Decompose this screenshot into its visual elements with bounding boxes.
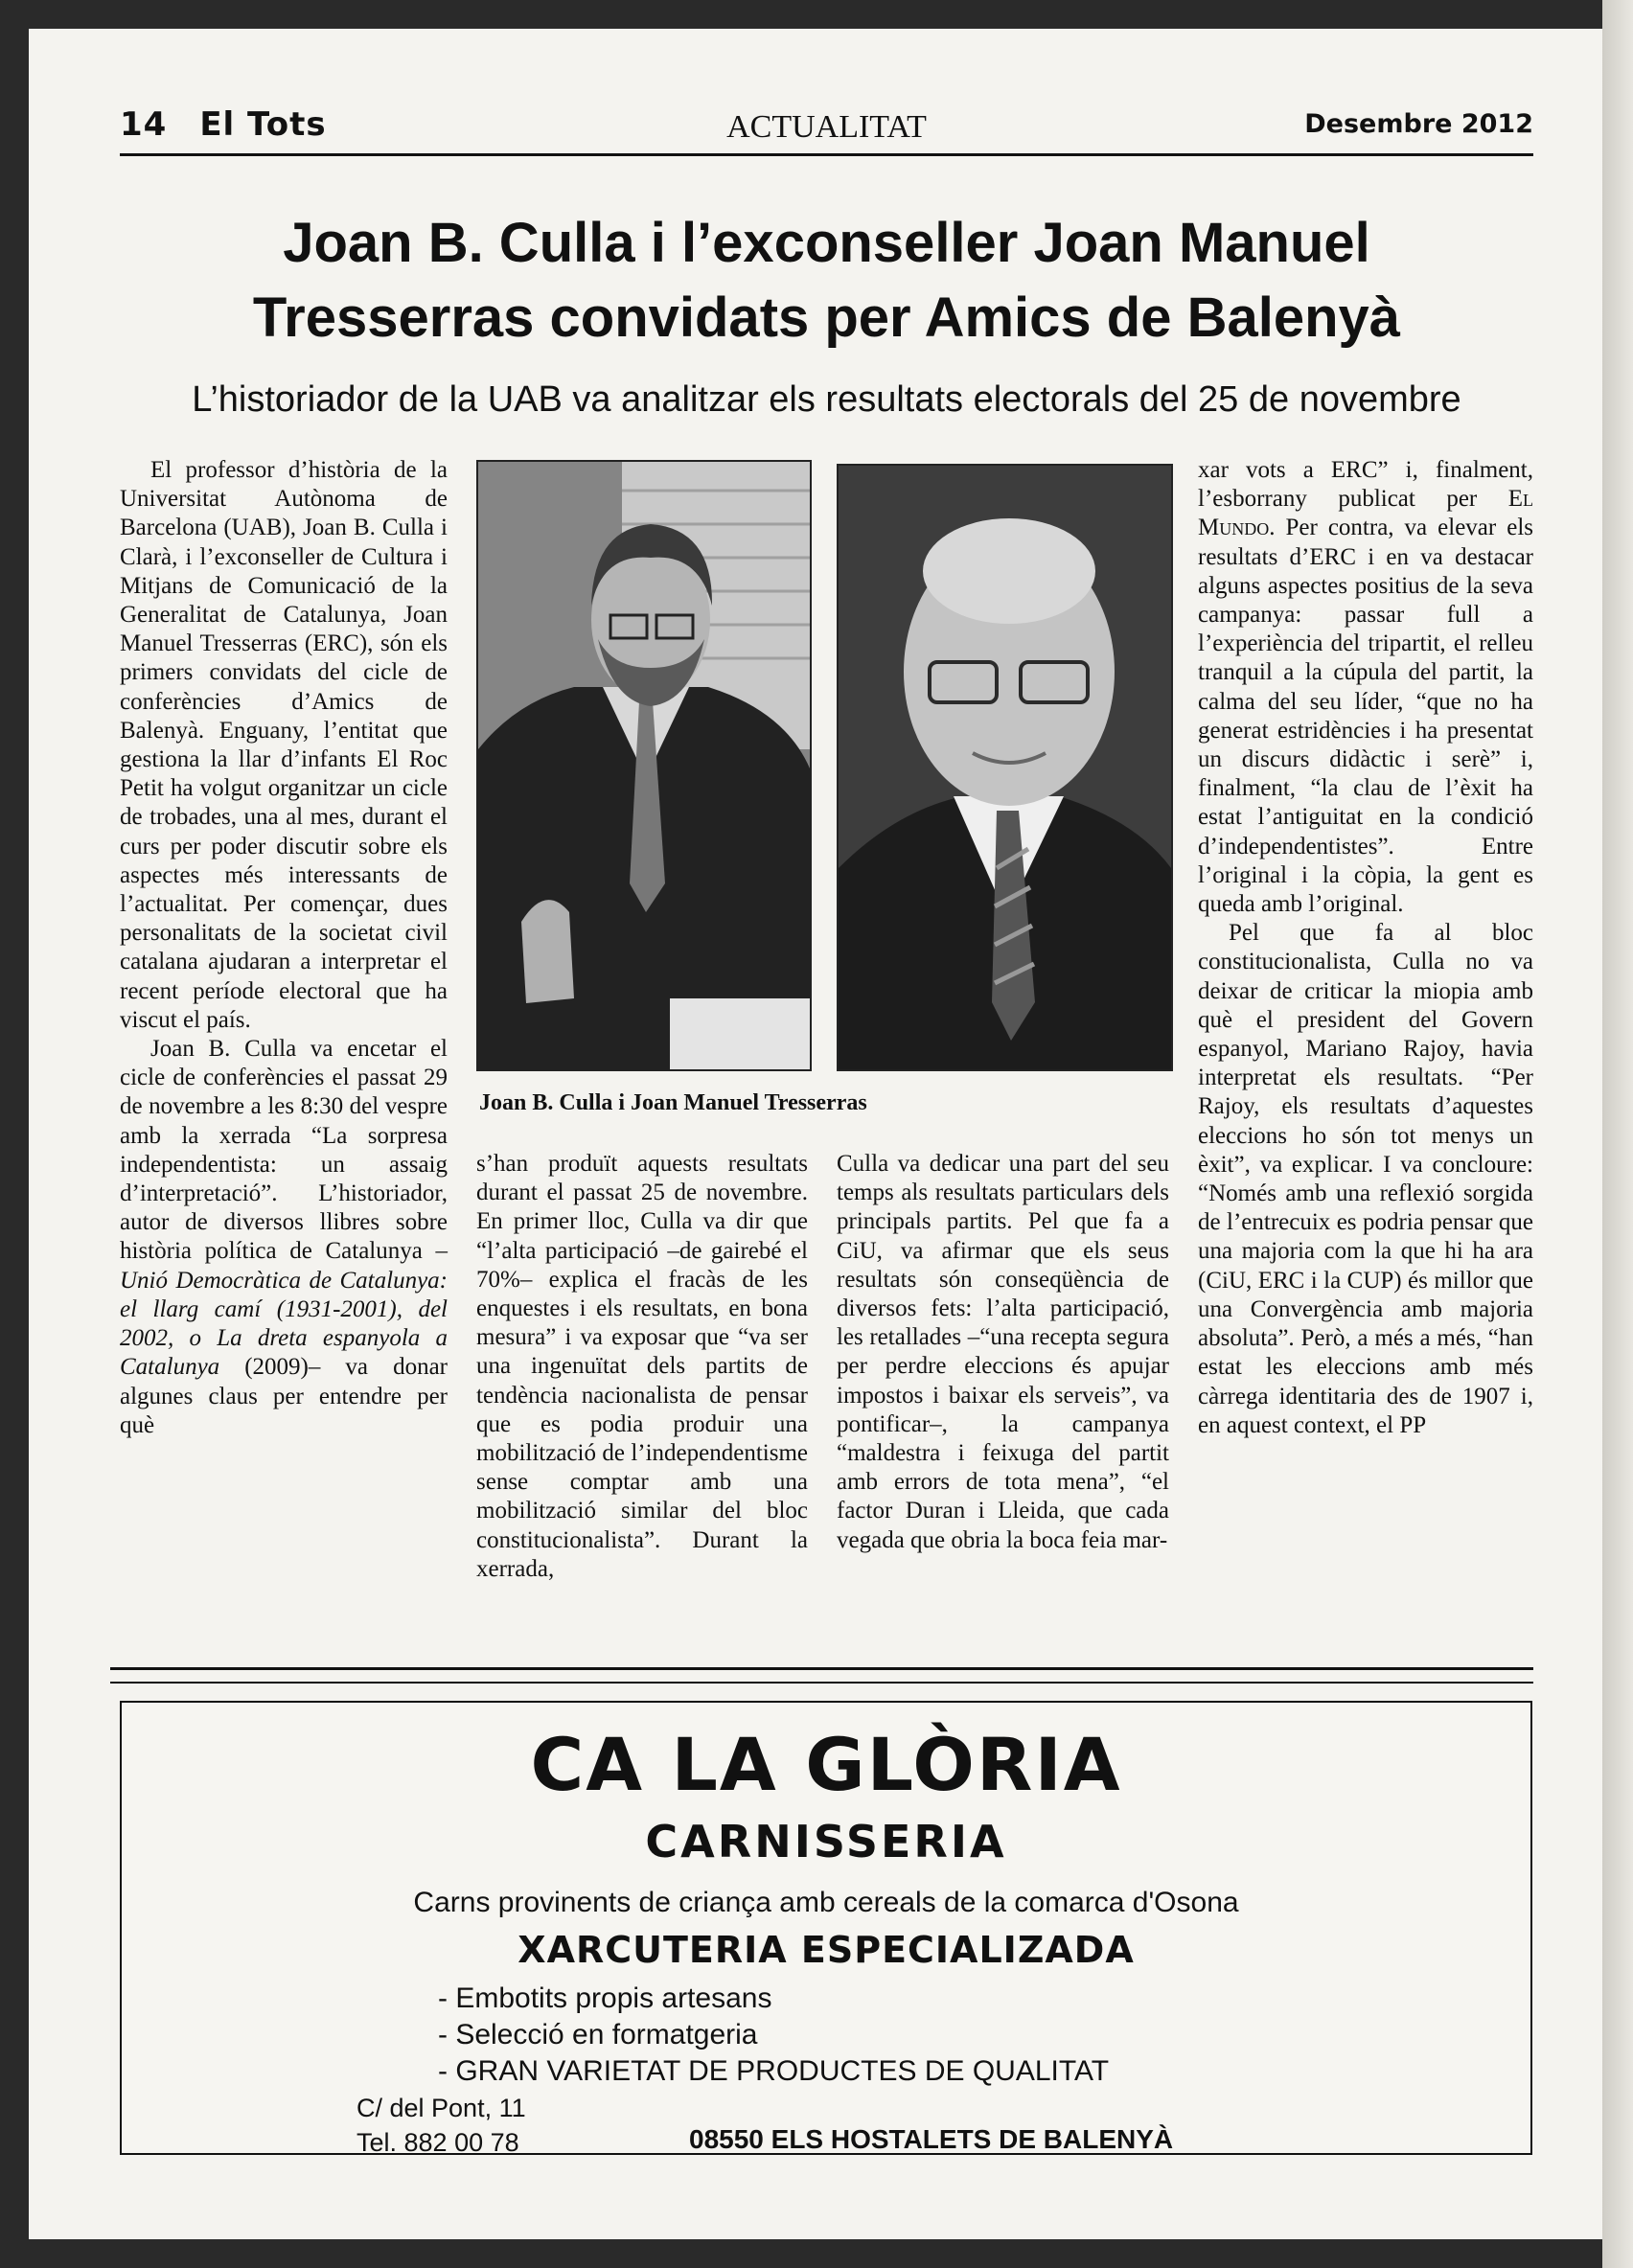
ad-business-name: CA LA GLÒRIA [530,1722,1122,1807]
ad-town: 08550 ELS HOSTALETS DE BALENYÀ [689,2124,1174,2154]
issue-date: Desembre 2012 [1304,109,1533,139]
ad-product-list [438,1981,1109,2090]
ad-contact [356,2091,526,2160]
article-headline: Joan B. Culla i l’exconseller Joan Manuel Tresserras convidats per Amics de Balenyà [252,212,1401,349]
paragraph: Pel que fa al bloc constitucionalista, Culla no va deixar de criticar la miopia amb què el president del Govern espanyol, Mariano Rajoy, havia interpretat els resultats. “Per Rajoy, els resultats d’aquestes eleccions ho són tot menys un èxit”, va explicar. I va concloure: “Només amb una reflexió sorgida de l’entrecuix es podria pensar que una majoria com la que hi ha ara (CiU, ERC i la CUP) és millor que una Convergència amb majoria absoluta”. Però, a més a més, “han estat les eleccions amb més càrrega identitaria des de 1907 i, en aquest context, el PP [1198,920,1533,1438]
photo-joan-manuel-tresserras [837,464,1173,1071]
paragraph: El professor d’història de la Universitat Autònoma de Barcelona (UAB), Joan B. Culla i Clarà, i l’exconseller de Cultura i Mitjans de Comunicació de la Generalitat de Catalunya, Joan Manuel Tresserras (ERC), són els primers convidats del cicle de conferències d’Amics de Balenyà. Enguany, l’entitat que gestiona la llar d’infants El Roc Petit ha volgut organitzar un cicle de trobades, una al mes, durant el curs per poder discutir sobre els aspectes més interessants de l’actualitat. Per començar, dues personalitats de la societat civil catalana ajudaran a interpretar el recent període electoral que ha viscut el país. [120,457,448,1033]
ad-business-type: CARNISSERIA [645,1816,1007,1867]
article-column-3 [837,1150,1169,1555]
paragraph: xar vots a ERC” i, finalment, l’esborrany publicat per El Mundo. Per contra, va elevar els resultats d’ERC i en va destacar alguns aspectes positius de la seva campanya: passar full a l’experiència del tripartit, el relleu tranquil a la cúpula del partit, la calma del seu líder, “que no ha generat estridències i ha presentat un discurs didàctic i serè” i, finalment, “la clau de l’èxit ha estat l’antiguitat en la condició d’independentistes”. Entre l’original i la còpia, la gent es queda amb l’original. [1198,457,1533,918]
list-item: - Selecció en formatgeria [438,2019,758,2050]
paragraph: Culla va dedicar una part del seu temps als resultats particulars dels principals partits. Pel que fa a CiU, va afirmar que els seus resultats són conseqüència de diversos fets: l’alta participació, les retallades –“una recepta segura per perdre eleccions és apujar impostos i baixar els serveis”, va pontificar–, la campanya “maldestra i feixuga del partit amb errors de tota mena”, “el factor Duran i Lleida, que cada vegada que obria la boca feia mar- [837,1151,1169,1553]
photo-caption: Joan B. Culla i Joan Manuel Tresserras [479,1090,867,1115]
page-header [120,105,1533,156]
section-name: ACTUALITAT [726,109,927,145]
page-number: 14 [120,105,168,144]
next-page-edge [1602,0,1633,2268]
ad-specialty: XARCUTERIA ESPECIALIZADA [518,1929,1135,1971]
list-item: - GRAN VARIETAT DE PRODUCTES DE QUALITAT [438,2055,1110,2087]
ad-tagline: Carns provinents de criança amb cereals de la comarca d'Osona [413,1887,1239,1918]
article-column-4 [1198,456,1533,1440]
ad-phone: Tel. 882 00 78 [356,2128,519,2157]
paragraph: Joan B. Culla va encetar el cicle de conferències el passat 29 de novembre a les 8:30 del vespre amb la xerrada “La sorpresa independentista: un assaig d’interpretació”. L’historiador, autor de diversos llibres sobre història política de Catalunya –Unió Democràtica de Catalunya: el llarg camí (1931-2001), del 2002, o La dreta espanyola a Catalunya (2009)– va donar algunes claus per entendre per què [120,1036,448,1438]
ad-address: C/ del Pont, 11 [356,2094,526,2122]
paragraph: s’han produït aquests resultats durant el passat 25 de novembre. En primer lloc, Culla va dir que “l’alta participació –de gairebé el 70%– explica el fracàs de les enquestes i els resultats, en bona mesura” i va exposar que “va ser una ingenuïtat dels partits de tendència nacionalista de pensar que es podia produir una mobilització de l’independentisme sense comptar amb una mobilització similar del bloc constitucionalista”. Durant la xerrada, [476,1151,808,1582]
photo-joan-culla [476,460,812,1071]
list-item: - Embotits propis artesans [438,1982,772,2014]
article-column-1 [120,456,448,1440]
publication-name: El Tots [199,105,327,144]
article-subhead: L’historiador de la UAB va analitzar els resultats electorals del 25 de novembre [192,379,1461,420]
article-column-2 [476,1150,808,1584]
advertisement [120,1701,1532,2155]
ad-separator-rule [110,1667,1533,1684]
